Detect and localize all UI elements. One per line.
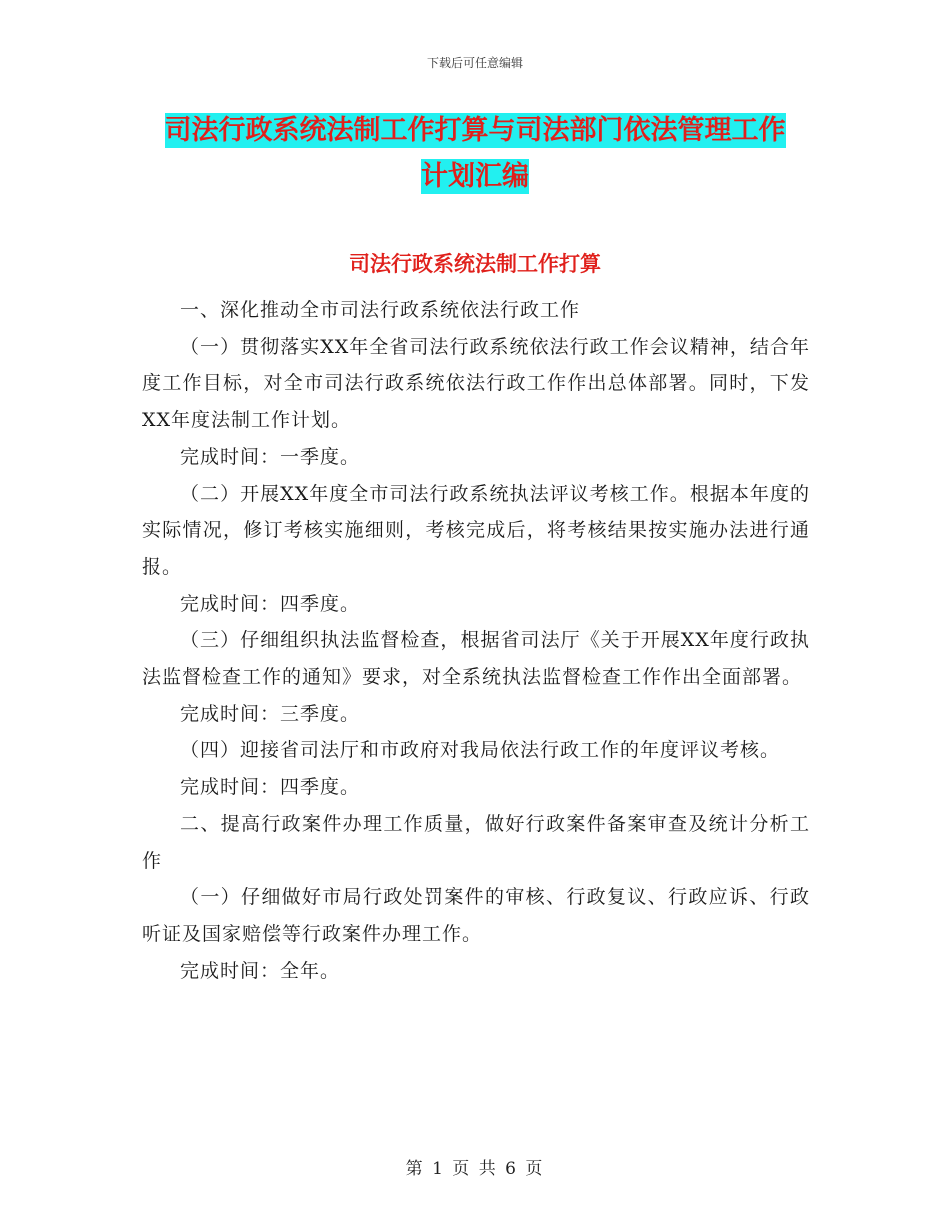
document-title bbox=[140, 108, 810, 200]
paragraph: 一、深化推动全市司法行政系统依法行政工作 bbox=[180, 299, 581, 321]
paragraph: 完成时间：三季度。 bbox=[180, 702, 361, 725]
paragraph: （三）仔细组织执法监督检查，根据省司法厅《关于开展XX年度行政执法监督检查工作的通知》要求，对全系统执法监督检查工作作出全面部署。 bbox=[142, 629, 810, 689]
paragraph: （二）开展XX年度全市司法行政系统执法评议考核工作。根据本年度的实际情况，修订考核实施细则，考核完成后，将考核结果按实施办法进行通报。 bbox=[142, 482, 810, 578]
paragraph: 二、提高行政案件办理工作质量，做好行政案件备案审查及统计分析工作 bbox=[142, 812, 810, 872]
paragraph: （一）仔细做好市局行政处罚案件的审核、行政复议、行政应诉、行政听证及国家赔偿等行政案件办理工作。 bbox=[142, 886, 810, 945]
header-note: 下载后可任意编辑 bbox=[426, 56, 523, 70]
section-title: 司法行政系统法制工作打算 bbox=[349, 252, 601, 276]
title-line-1: 司法行政系统法制工作打算与司法部门依法管理工作 bbox=[164, 115, 786, 146]
paragraph: 完成时间：四季度。 bbox=[180, 592, 361, 615]
page-footer: 第 1 页 共 6 页 bbox=[405, 1159, 545, 1179]
title-line-2: 计划汇编 bbox=[421, 161, 529, 192]
paragraph: （四）迎接省司法厅和市政府对我局依法行政工作的年度评议考核。 bbox=[180, 739, 781, 762]
paragraph: （一）贯彻落实XX年全省司法行政系统依法行政工作会议精神，结合年度工作目标，对全市司法行政系统依法行政工作作出总体部署。同时，下发XX年度法制工作计划。 bbox=[142, 335, 810, 432]
paragraph: 完成时间：全年。 bbox=[180, 959, 341, 982]
paragraph: 完成时间：一季度。 bbox=[180, 445, 361, 468]
paragraph: 完成时间：四季度。 bbox=[180, 776, 361, 799]
document-body bbox=[142, 292, 810, 989]
